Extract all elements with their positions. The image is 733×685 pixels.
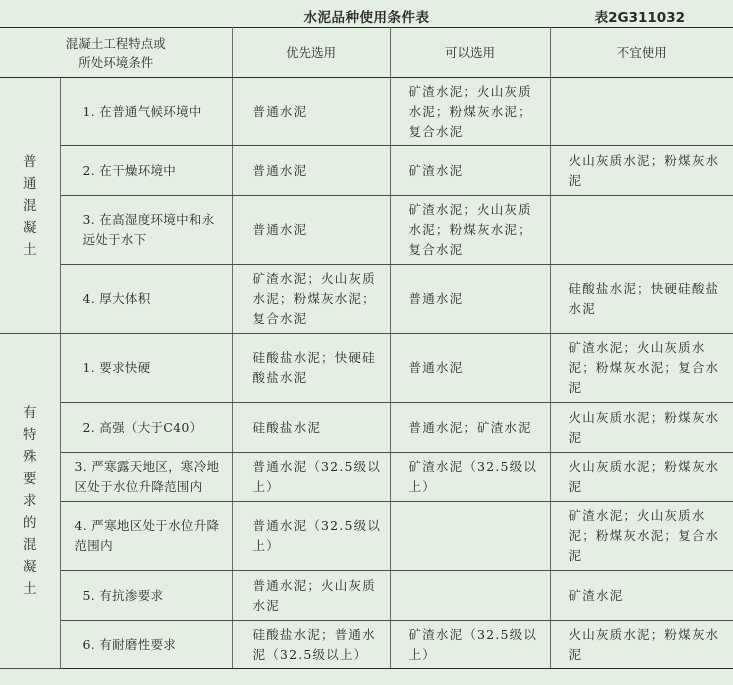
condition-cell: 3. 在高湿度环境中和永远处于水下 <box>60 196 232 265</box>
unsuitable-cell: 矿渣水泥 <box>550 571 733 621</box>
optional-cell: 矿渣水泥（32.5级以上） <box>390 621 550 669</box>
table-row <box>0 146 733 196</box>
condition-cell: 1. 要求快硬 <box>60 334 232 403</box>
optional-cell: 普通水泥；矿渣水泥 <box>390 403 550 453</box>
unsuitable-cell: 火山灰质水泥；粉煤灰水泥 <box>550 453 733 502</box>
condition-cell: 4. 厚大体积 <box>60 265 232 334</box>
table-row <box>0 196 733 265</box>
condition-cell: 2. 高强（大于C40） <box>60 403 232 453</box>
table-row <box>0 334 733 403</box>
condition-cell: 5. 有抗渗要求 <box>60 571 232 621</box>
header-optional: 可以选用 <box>390 28 550 78</box>
preferred-cell: 硅酸盐水泥；快硬硅酸盐水泥 <box>232 334 390 403</box>
preferred-cell: 普通水泥 <box>232 78 390 146</box>
category-special: 有特殊要求的混凝土 <box>0 334 60 669</box>
preferred-cell: 普通水泥（32.5级以上） <box>232 453 390 502</box>
optional-cell: 普通水泥 <box>390 334 550 403</box>
header-preferred: 优先选用 <box>232 28 390 78</box>
optional-cell: 普通水泥 <box>390 265 550 334</box>
optional-cell <box>390 571 550 621</box>
unsuitable-cell: 火山灰质水泥；粉煤灰水泥 <box>550 146 733 196</box>
preferred-cell: 矿渣水泥；火山灰质水泥；粉煤灰水泥；复合水泥 <box>232 265 390 334</box>
condition-cell: 3. 严寒露天地区，寒冷地区处于水位升降范围内 <box>60 453 232 502</box>
header-condition: 混凝土工程特点或 所处环境条件 <box>0 28 232 78</box>
condition-cell: 2. 在干燥环境中 <box>60 146 232 196</box>
optional-cell: 矿渣水泥（32.5级以上） <box>390 453 550 502</box>
cement-usage-table <box>0 27 733 669</box>
unsuitable-cell: 矿渣水泥；火山灰质水泥；粉煤灰水泥；复合水泥 <box>550 334 733 403</box>
unsuitable-cell: 矿渣水泥；火山灰质水泥；粉煤灰水泥；复合水泥 <box>550 502 733 571</box>
table-row <box>0 502 733 571</box>
condition-cell: 1. 在普通气候环境中 <box>60 78 232 146</box>
header-row <box>0 28 733 78</box>
table-row <box>0 265 733 334</box>
table-title: 水泥品种使用条件表 <box>303 10 430 26</box>
table-row <box>0 571 733 621</box>
optional-cell: 矿渣水泥；火山灰质水泥；粉煤灰水泥；复合水泥 <box>390 78 550 146</box>
unsuitable-cell <box>550 78 733 146</box>
preferred-cell: 普通水泥 <box>232 196 390 265</box>
header-unsuitable: 不宜使用 <box>550 28 733 78</box>
unsuitable-cell: 硅酸盐水泥；快硬硅酸盐水泥 <box>550 265 733 334</box>
unsuitable-cell: 火山灰质水泥；粉煤灰水泥 <box>550 621 733 669</box>
optional-cell <box>390 502 550 571</box>
table-number: 表2G311032 <box>594 10 685 26</box>
preferred-cell: 普通水泥 <box>232 146 390 196</box>
unsuitable-cell <box>550 196 733 265</box>
preferred-cell: 普通水泥（32.5级以上） <box>232 502 390 571</box>
preferred-cell: 硅酸盐水泥；普通水泥（32.5级以上） <box>232 621 390 669</box>
table-row <box>0 403 733 453</box>
unsuitable-cell: 火山灰质水泥；粉煤灰水泥 <box>550 403 733 453</box>
preferred-cell: 硅酸盐水泥 <box>232 403 390 453</box>
category-ordinary: 普通混凝土 <box>0 78 60 334</box>
optional-cell: 矿渣水泥；火山灰质水泥；粉煤灰水泥；复合水泥 <box>390 196 550 265</box>
optional-cell: 矿渣水泥 <box>390 146 550 196</box>
table-row <box>0 621 733 669</box>
condition-cell: 4. 严寒地区处于水位升降范围内 <box>60 502 232 571</box>
condition-cell: 6. 有耐磨性要求 <box>60 621 232 669</box>
preferred-cell: 普通水泥；火山灰质水泥 <box>232 571 390 621</box>
table-row <box>0 453 733 502</box>
table-row <box>0 78 733 146</box>
